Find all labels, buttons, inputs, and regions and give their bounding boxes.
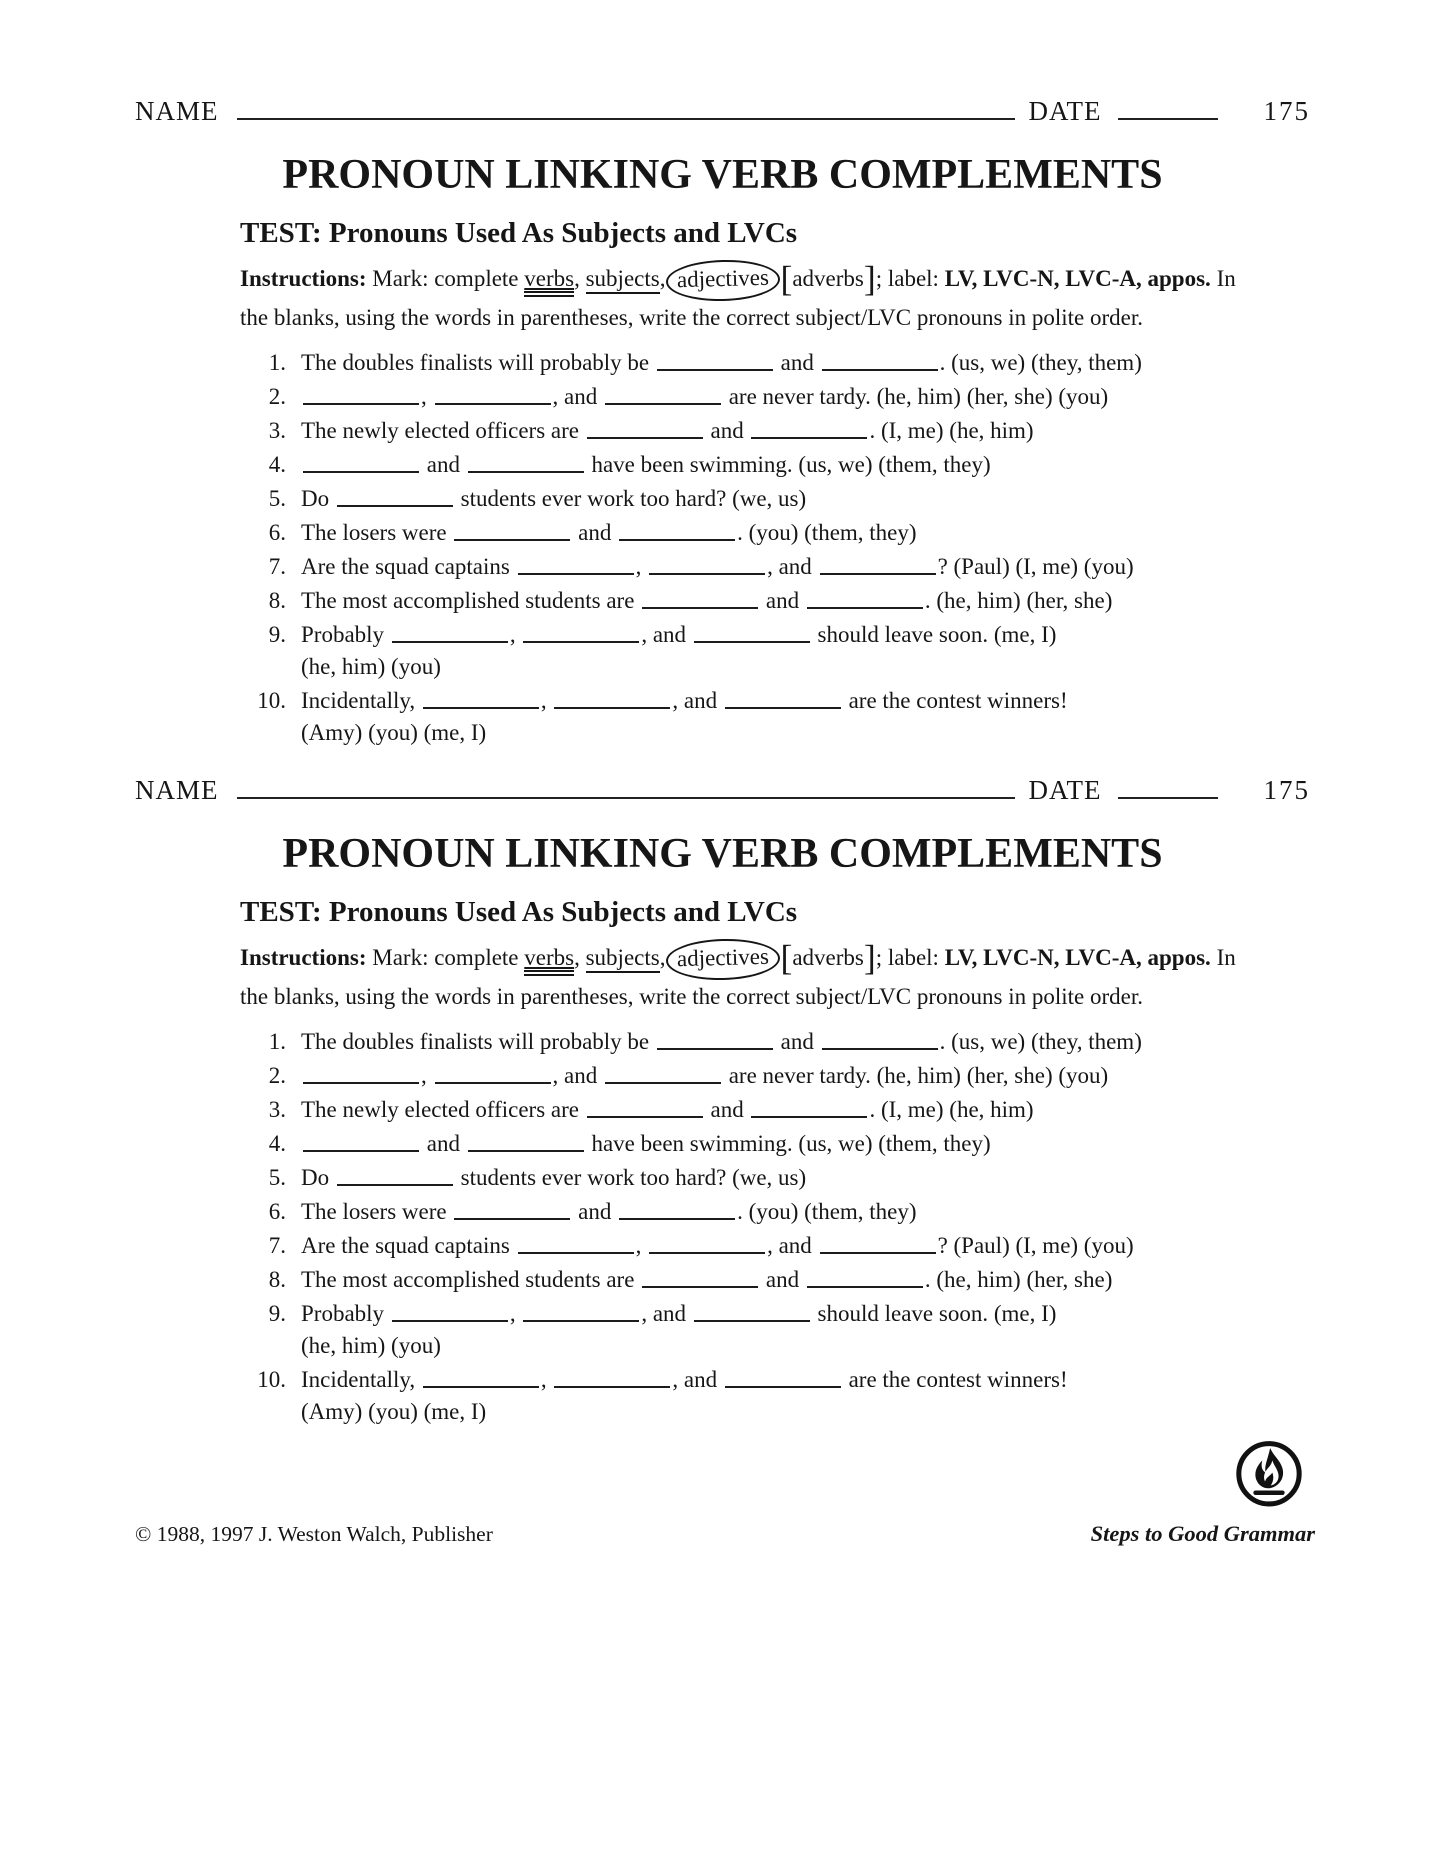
exercise-item — [240, 1094, 1285, 1126]
instruction-segment: LV, LVC-N, LVC-A, appos. — [944, 266, 1211, 291]
fill-in-blank — [303, 402, 419, 405]
open-bracket: [ — [780, 258, 793, 299]
item-number: 8. — [268, 588, 286, 613]
instruction-segment: LV, LVC-N, LVC-A, appos. — [944, 945, 1211, 970]
item-text: , , and are never tardy. (he, him) (her, she) (you) — [301, 381, 1285, 413]
item-continuation: (he, him) (you) — [301, 1333, 441, 1358]
fill-in-blank — [454, 538, 570, 541]
fill-in-blank — [554, 706, 670, 709]
item-number: 10. — [257, 1367, 286, 1392]
copyright-notice: © 1988, 1997 J. Weston Walch, Publisher — [135, 1522, 493, 1546]
date-blank-line — [1118, 796, 1218, 799]
fill-in-blank — [605, 402, 721, 405]
exercise-item — [240, 1060, 1285, 1092]
instruction-segment: Instructions: — [240, 945, 367, 970]
item-text: and have been swimming. (us, we) (them, they) — [301, 1128, 1285, 1160]
fill-in-blank — [820, 1251, 936, 1254]
fill-in-blank — [392, 640, 508, 643]
item-number: 2. — [268, 384, 286, 409]
item-text: Incidentally, , , and are the contest winners! (Amy) (you) (me, I) — [301, 1364, 1285, 1428]
fill-in-blank — [642, 1285, 758, 1288]
exercise-item — [240, 1128, 1285, 1160]
exercise-list — [240, 347, 1285, 749]
exercise-item — [240, 1298, 1285, 1362]
fill-in-blank — [605, 1081, 721, 1084]
date-label: DATE — [1028, 775, 1102, 805]
instruction-segment: adjectives — [666, 938, 781, 982]
exercise-item — [240, 1026, 1285, 1058]
item-number: 7. — [268, 1233, 286, 1258]
item-text: Do students ever work too hard? (we, us) — [301, 486, 807, 511]
name-date-row — [135, 775, 1310, 806]
publisher-brand — [1091, 1438, 1315, 1547]
fill-in-blank — [642, 606, 758, 609]
exercise-item — [240, 449, 1285, 481]
fill-in-blank — [807, 606, 923, 609]
flame-icon — [1233, 1438, 1305, 1519]
date-blank-line — [1118, 117, 1218, 120]
name-label: NAME — [135, 775, 219, 805]
fill-in-blank — [392, 1319, 508, 1322]
item-text: Do students ever work too hard? (we, us) — [301, 1165, 807, 1190]
series-title: Steps to Good Grammar — [1090, 1521, 1315, 1546]
fill-in-blank — [337, 504, 453, 507]
fill-in-blank — [807, 1285, 923, 1288]
instruction-segment: In the blanks, using the words in parentheses, write the correct subject/LVC pronouns in polite order. — [240, 945, 1236, 1009]
name-blank-line — [237, 796, 1015, 799]
item-continuation: (Amy) (you) (me, I) — [301, 1399, 487, 1424]
item-continuation: (he, him) (you) — [301, 654, 441, 679]
bracketed-word: adverbs — [792, 945, 864, 970]
fill-in-blank — [657, 1047, 773, 1050]
item-number: 4. — [268, 452, 286, 477]
exercise-item — [240, 1364, 1285, 1428]
instructions — [240, 939, 1252, 1014]
page-footer — [135, 1438, 1315, 1547]
item-number: 2. — [268, 1063, 286, 1088]
item-text: Are the squad captains , , and ? (Paul) (I, me) (you) — [301, 554, 1134, 579]
fill-in-blank — [523, 640, 639, 643]
fill-in-blank — [649, 572, 765, 575]
test-heading: TEST: Pronouns Used As Subjects and LVCs — [240, 896, 798, 928]
exercise-item — [240, 415, 1285, 447]
instruction-segment: Mark: complete — [366, 266, 525, 291]
worksheet-copy-1 — [135, 96, 1310, 749]
instruction-segment: , — [659, 945, 666, 970]
item-text: The doubles finalists will probably be and . (us, we) (they, them) — [301, 1029, 1142, 1054]
date-label: DATE — [1028, 96, 1102, 126]
close-bracket: ] — [863, 258, 876, 299]
item-number: 5. — [268, 1165, 286, 1190]
item-text: , , and are never tardy. (he, him) (her, she) (you) — [301, 1060, 1285, 1092]
name-blank-line — [237, 117, 1015, 120]
fill-in-blank — [725, 706, 841, 709]
exercise-item — [240, 381, 1285, 413]
fill-in-blank — [820, 572, 936, 575]
page-number: 175 — [1263, 96, 1310, 126]
exercise-item — [240, 1230, 1285, 1262]
exercise-item — [240, 685, 1285, 749]
exercise-item — [240, 483, 1285, 515]
exercise-item — [240, 585, 1285, 617]
fill-in-blank — [587, 1115, 703, 1118]
item-number: 3. — [268, 1097, 286, 1122]
fill-in-blank — [454, 1217, 570, 1220]
exercise-item — [240, 1162, 1285, 1194]
item-text: The most accomplished students are and . (he, him) (her, she) — [301, 1267, 1113, 1292]
item-number: 6. — [268, 520, 286, 545]
item-text: and have been swimming. (us, we) (them, they) — [301, 449, 1285, 481]
item-number: 9. — [268, 622, 286, 647]
item-text: The losers were and . (you) (them, they) — [301, 520, 917, 545]
fill-in-blank — [751, 1115, 867, 1118]
page-number: 175 — [1263, 775, 1310, 805]
exercise-item — [240, 517, 1285, 549]
fill-in-blank — [554, 1385, 670, 1388]
fill-in-blank — [435, 1081, 551, 1084]
item-number: 1. — [268, 350, 286, 375]
test-heading: TEST: Pronouns Used As Subjects and LVCs — [240, 217, 798, 249]
fill-in-blank — [657, 368, 773, 371]
item-number: 6. — [268, 1199, 286, 1224]
instruction-segment: ; label: — [875, 945, 945, 970]
instruction-segment: , — [659, 266, 666, 291]
worksheet-title: PRONOUN LINKING VERB COMPLEMENTS — [282, 152, 1163, 198]
fill-in-blank — [725, 1385, 841, 1388]
instruction-segment: subjects — [586, 266, 660, 294]
fill-in-blank — [468, 470, 584, 473]
open-bracket: [ — [780, 937, 793, 978]
fill-in-blank — [822, 368, 938, 371]
fill-in-blank — [468, 1149, 584, 1152]
instructions — [240, 260, 1252, 335]
instruction-segment: verbs — [524, 266, 574, 297]
exercise-item — [240, 619, 1285, 683]
fill-in-blank — [337, 1183, 453, 1186]
instruction-segment: ; label: — [875, 266, 945, 291]
instruction-segment: , — [574, 945, 586, 970]
name-label: NAME — [135, 96, 219, 126]
item-number: 10. — [257, 688, 286, 713]
instruction-segment: , — [574, 266, 586, 291]
bracketed-word: adverbs — [792, 266, 864, 291]
item-text: The most accomplished students are and . (he, him) (her, she) — [301, 588, 1113, 613]
item-continuation: (Amy) (you) (me, I) — [301, 720, 487, 745]
fill-in-blank — [303, 470, 419, 473]
item-number: 8. — [268, 1267, 286, 1292]
instruction-segment: Instructions: — [240, 266, 367, 291]
fill-in-blank — [518, 1251, 634, 1254]
instruction-segment: Mark: complete — [366, 945, 525, 970]
worksheet-copy-2 — [135, 775, 1310, 1428]
item-text: The doubles finalists will probably be and . (us, we) (they, them) — [301, 350, 1142, 375]
item-text: Are the squad captains , , and ? (Paul) (I, me) (you) — [301, 1233, 1134, 1258]
item-number: 3. — [268, 418, 286, 443]
item-text: Incidentally, , , and are the contest winners! (Amy) (you) (me, I) — [301, 685, 1285, 749]
instruction-segment: In the blanks, using the words in parentheses, write the correct subject/LVC pronouns in polite order. — [240, 266, 1236, 330]
item-number: 9. — [268, 1301, 286, 1326]
exercise-item — [240, 551, 1285, 583]
fill-in-blank — [619, 1217, 735, 1220]
instruction-segment: verbs — [524, 945, 574, 976]
fill-in-blank — [587, 436, 703, 439]
worksheet-title: PRONOUN LINKING VERB COMPLEMENTS — [282, 831, 1163, 877]
exercise-item — [240, 347, 1285, 379]
exercise-item — [240, 1264, 1285, 1296]
item-number: 4. — [268, 1131, 286, 1156]
fill-in-blank — [518, 572, 634, 575]
fill-in-blank — [523, 1319, 639, 1322]
fill-in-blank — [303, 1081, 419, 1084]
fill-in-blank — [303, 1149, 419, 1152]
fill-in-blank — [423, 1385, 539, 1388]
item-number: 5. — [268, 486, 286, 511]
name-date-row — [135, 96, 1310, 127]
fill-in-blank — [619, 538, 735, 541]
instruction-segment: adjectives — [666, 259, 781, 303]
exercise-list — [240, 1026, 1285, 1428]
item-number: 1. — [268, 1029, 286, 1054]
instruction-segment: subjects — [586, 945, 660, 973]
fill-in-blank — [694, 1319, 810, 1322]
item-text: Probably , , and should leave soon. (me, I) (he, him) (you) — [301, 1298, 1285, 1362]
fill-in-blank — [751, 436, 867, 439]
item-number: 7. — [268, 554, 286, 579]
item-text: The losers were and . (you) (them, they) — [301, 1199, 917, 1224]
exercise-item — [240, 1196, 1285, 1228]
close-bracket: ] — [863, 937, 876, 978]
fill-in-blank — [649, 1251, 765, 1254]
fill-in-blank — [423, 706, 539, 709]
item-text: The newly elected officers are and . (I, me) (he, him) — [301, 418, 1034, 443]
item-text: Probably , , and should leave soon. (me, I) (he, him) (you) — [301, 619, 1285, 683]
fill-in-blank — [822, 1047, 938, 1050]
fill-in-blank — [694, 640, 810, 643]
item-text: The newly elected officers are and . (I, me) (he, him) — [301, 1097, 1034, 1122]
fill-in-blank — [435, 402, 551, 405]
